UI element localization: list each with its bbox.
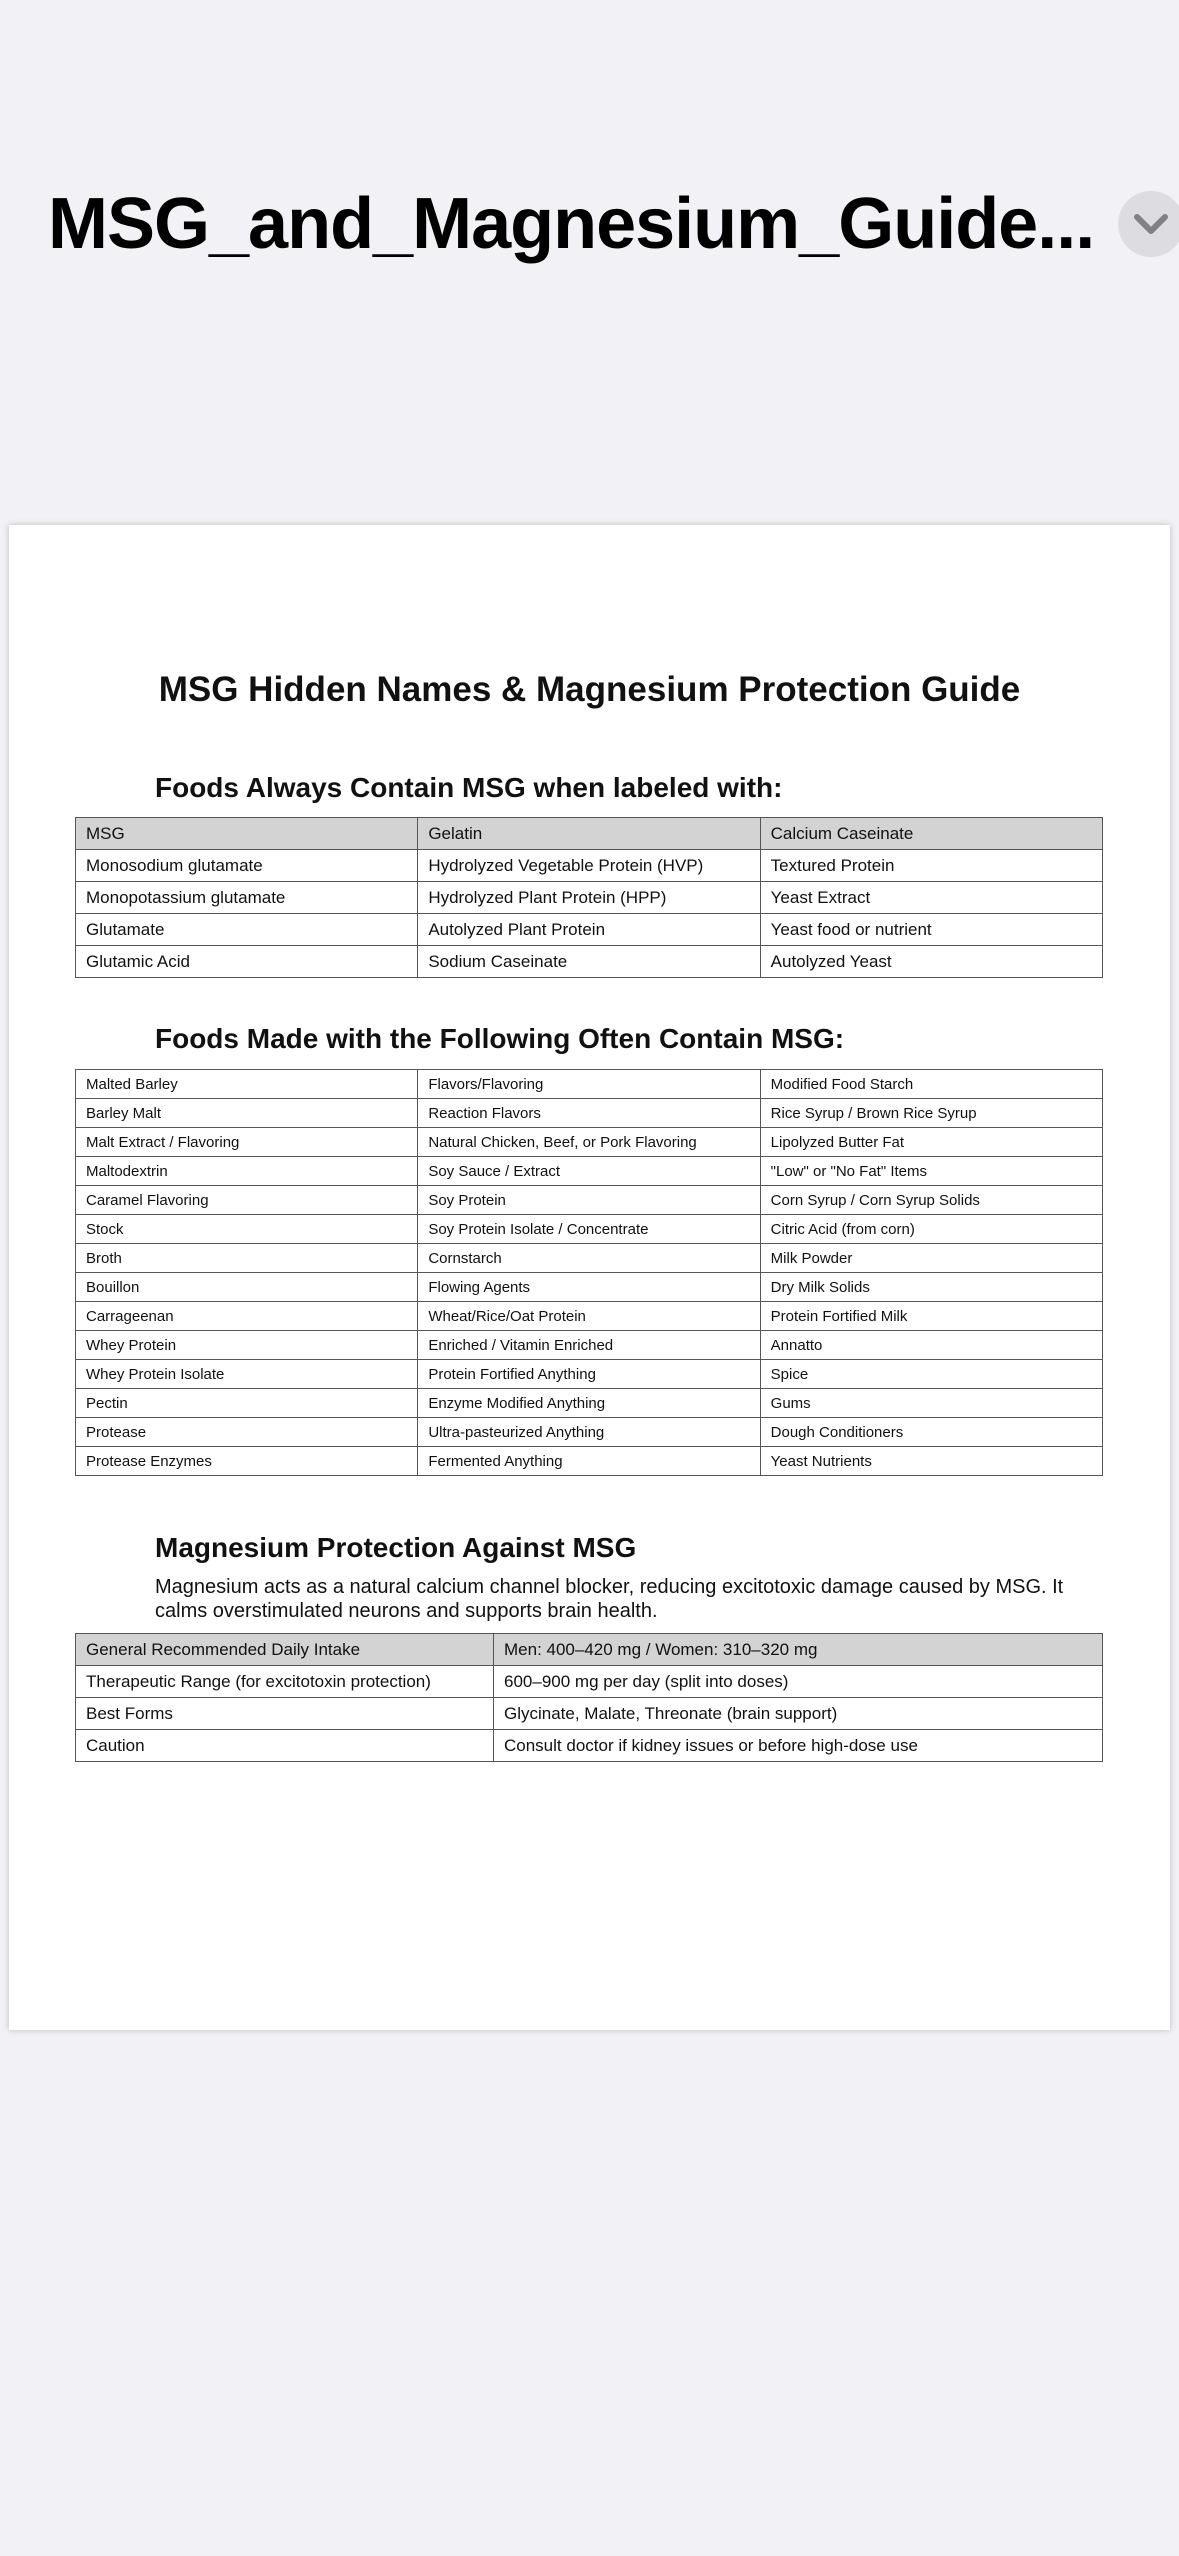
table-row	[76, 1331, 1103, 1360]
always-msg-table	[75, 817, 1103, 978]
table-cell: Lipolyzed Butter Fat	[760, 1128, 1102, 1157]
section-heading-often-msg: Foods Made with the Following Often Contain MSG:	[155, 1023, 845, 1054]
file-title[interactable]: MSG_and_Magnesium_Guide...	[48, 184, 1095, 264]
table-cell: Enzyme Modified Anything	[418, 1389, 760, 1418]
table-row	[76, 1186, 1103, 1215]
table-cell: Dry Milk Solids	[760, 1273, 1102, 1302]
table-cell: 600–900 mg per day (split into doses)	[494, 1666, 1103, 1698]
table-cell: Yeast Extract	[760, 882, 1102, 914]
table-row	[76, 1389, 1103, 1418]
section-heading-always-msg: Foods Always Contain MSG when labeled with:	[155, 772, 783, 803]
table-cell: Gums	[760, 1389, 1102, 1418]
table-cell: Yeast food or nutrient	[760, 914, 1102, 946]
magnesium-description: Magnesium acts as a natural calcium channel blocker, reducing excitotoxic damage caused by MSG. It calms overstimulated neurons and supports brain health.	[155, 1576, 1064, 1622]
table-cell: Reaction Flavors	[418, 1099, 760, 1128]
table-row	[76, 1360, 1103, 1389]
table-cell: Autolyzed Yeast	[760, 946, 1102, 978]
table-cell: Glutamate	[76, 914, 418, 946]
table-row	[76, 1418, 1103, 1447]
table-cell: Enriched / Vitamin Enriched	[418, 1331, 760, 1360]
often-msg-table	[75, 1069, 1103, 1476]
table-cell: Yeast Nutrients	[760, 1447, 1102, 1476]
table-cell: Best Forms	[76, 1698, 494, 1730]
table-cell: Ultra-pasteurized Anything	[418, 1418, 760, 1447]
table-row	[76, 1634, 1103, 1666]
table-cell: Soy Protein Isolate / Concentrate	[418, 1215, 760, 1244]
table-cell: Maltodextrin	[76, 1157, 418, 1186]
table-cell: Malt Extract / Flavoring	[76, 1128, 418, 1157]
table-cell: Natural Chicken, Beef, or Pork Flavoring	[418, 1128, 760, 1157]
table-cell: MSG	[76, 818, 418, 850]
table-cell: Citric Acid (from corn)	[760, 1215, 1102, 1244]
table-cell: Flavors/Flavoring	[418, 1070, 760, 1099]
table-cell: Caramel Flavoring	[76, 1186, 418, 1215]
table-cell: Bouillon	[76, 1273, 418, 1302]
table-cell: Protease	[76, 1418, 418, 1447]
table-cell: Protein Fortified Milk	[760, 1302, 1102, 1331]
table-cell: Soy Sauce / Extract	[418, 1157, 760, 1186]
table-cell: Hydrolyzed Plant Protein (HPP)	[418, 882, 760, 914]
table-cell: Spice	[760, 1360, 1102, 1389]
table-cell: Malted Barley	[76, 1070, 418, 1099]
table-cell: Gelatin	[418, 818, 760, 850]
table-cell: Men: 400–420 mg / Women: 310–320 mg	[494, 1634, 1103, 1666]
table-row	[76, 1070, 1103, 1099]
table-cell: Broth	[76, 1244, 418, 1273]
table-row	[76, 1099, 1103, 1128]
table-row	[76, 1244, 1103, 1273]
table-cell: Fermented Anything	[418, 1447, 760, 1476]
table-cell: Glutamic Acid	[76, 946, 418, 978]
table-cell: Wheat/Rice/Oat Protein	[418, 1302, 760, 1331]
table-cell: "Low" or "No Fat" Items	[760, 1157, 1102, 1186]
file-menu-button[interactable]	[1118, 191, 1179, 257]
magnesium-table	[75, 1633, 1103, 1762]
file-header	[48, 176, 1138, 272]
table-cell: Corn Syrup / Corn Syrup Solids	[760, 1186, 1102, 1215]
table-cell: Monopotassium glutamate	[76, 882, 418, 914]
table-cell: Barley Malt	[76, 1099, 418, 1128]
document-page[interactable]	[9, 525, 1170, 2030]
table-row	[76, 1730, 1103, 1762]
table-row	[76, 1666, 1103, 1698]
table-row	[76, 1128, 1103, 1157]
table-row	[76, 818, 1103, 850]
table-row	[76, 1302, 1103, 1331]
table-cell: Monosodium glutamate	[76, 850, 418, 882]
table-cell: Textured Protein	[760, 850, 1102, 882]
table-cell: Hydrolyzed Vegetable Protein (HVP)	[418, 850, 760, 882]
table-row	[76, 946, 1103, 978]
table-cell: Consult doctor if kidney issues or before high-dose use	[494, 1730, 1103, 1762]
table-cell: Milk Powder	[760, 1244, 1102, 1273]
table-cell: Sodium Caseinate	[418, 946, 760, 978]
table-cell: Therapeutic Range (for excitotoxin protection)	[76, 1666, 494, 1698]
chevron-down-icon	[1133, 212, 1169, 236]
table-cell: Stock	[76, 1215, 418, 1244]
table-cell: Soy Protein	[418, 1186, 760, 1215]
table-cell: Rice Syrup / Brown Rice Syrup	[760, 1099, 1102, 1128]
document-title: MSG Hidden Names & Magnesium Protection Guide	[158, 670, 1021, 709]
table-cell: Calcium Caseinate	[760, 818, 1102, 850]
table-row	[76, 1698, 1103, 1730]
table-cell: Modified Food Starch	[760, 1070, 1102, 1099]
table-cell: General Recommended Daily Intake	[76, 1634, 494, 1666]
table-cell: Protease Enzymes	[76, 1447, 418, 1476]
table-cell: Caution	[76, 1730, 494, 1762]
table-cell: Cornstarch	[418, 1244, 760, 1273]
table-cell: Autolyzed Plant Protein	[418, 914, 760, 946]
table-row	[76, 850, 1103, 882]
section-heading-magnesium: Magnesium Protection Against MSG	[155, 1532, 637, 1563]
table-cell: Flowing Agents	[418, 1273, 760, 1302]
table-cell: Whey Protein Isolate	[76, 1360, 418, 1389]
table-row	[76, 914, 1103, 946]
table-cell: Protein Fortified Anything	[418, 1360, 760, 1389]
table-row	[76, 882, 1103, 914]
table-row	[76, 1447, 1103, 1476]
table-row	[76, 1157, 1103, 1186]
table-row	[76, 1273, 1103, 1302]
table-cell: Dough Conditioners	[760, 1418, 1102, 1447]
table-cell: Pectin	[76, 1389, 418, 1418]
table-cell: Whey Protein	[76, 1331, 418, 1360]
table-row	[76, 1215, 1103, 1244]
table-cell: Carrageenan	[76, 1302, 418, 1331]
table-cell: Annatto	[760, 1331, 1102, 1360]
table-cell: Glycinate, Malate, Threonate (brain support)	[494, 1698, 1103, 1730]
